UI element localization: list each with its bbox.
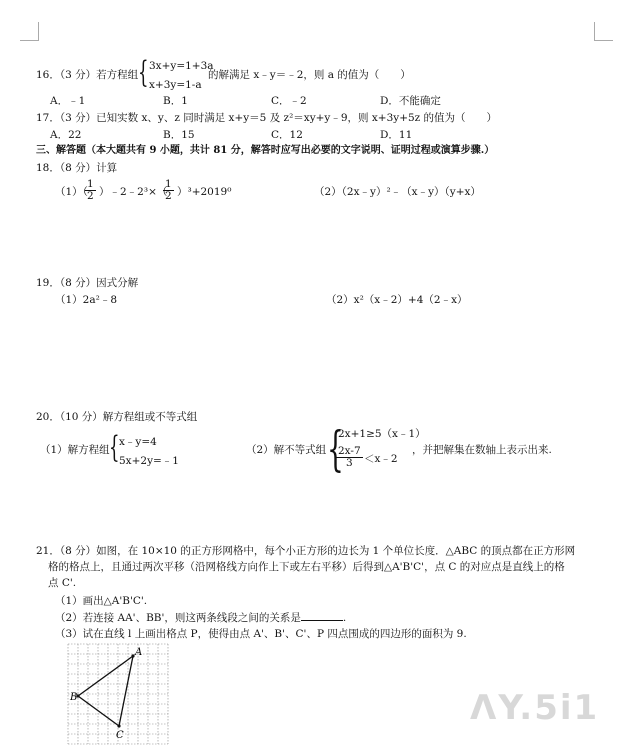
q20-p2-eq1: 2x+1≥5（x﹣1）: [338, 428, 426, 440]
q18-p1-frac1-num: 1: [87, 178, 94, 190]
q18-p2: （2）（2x﹣y）²﹣（x﹣y）（y+x）: [314, 186, 481, 198]
q16-option-c: C．﹣2: [271, 95, 307, 107]
q20-title: 20．（10 分）解方程组或不等式组: [36, 411, 198, 423]
triangle-abc: [78, 656, 133, 726]
q20-p1-label: （1）解方程组: [40, 444, 110, 456]
q21-line1: 21．（8 分）如图，在 10×10 的正方形网格中，每个小正方形的边长为 1 个单位长度．△ABC 的顶点都在正方形网: [36, 545, 576, 557]
q21-answer-blank: [301, 610, 343, 621]
q19-p1: （1）2a²﹣8: [55, 294, 118, 306]
q21-sub1: （1）画出△A'B'C'.: [55, 595, 148, 607]
watermark: ΛY.5i1: [470, 688, 600, 728]
q18-p1-frac2-num: 1: [165, 178, 172, 190]
q16-eq2: x+3y=1-a: [149, 79, 202, 91]
q18-p1-fraction-1: [85, 179, 96, 202]
q18-title: 18．（8 分）计算: [36, 162, 118, 174]
q20-p2-eq2-tail: ＜x﹣2: [364, 453, 398, 465]
label-b: B: [70, 692, 78, 703]
q16-brace: {: [138, 55, 149, 90]
q17-option-b: B．15: [163, 129, 195, 141]
q19-title: 19．（8 分）因式分解: [36, 277, 139, 289]
q20-p1-eq2: 5x+2y=﹣1: [119, 455, 179, 467]
q18-p1-mid: ）﹣2﹣2³×（: [99, 186, 168, 198]
section-3-heading: 三、解答题（本大题共有 9 小题，共计 81 分，解答时应写出必要的文字说明、证明过程或演算步骤.）: [36, 145, 495, 156]
q20-p2-frac-num: 2x-7: [338, 445, 361, 457]
vertex-c: [117, 724, 120, 727]
q18-p1-frac1-den: 2: [87, 190, 94, 202]
q21-line2: 格的格点上，且通过两次平移（沿网格线方向作上下或左右平移）后得到△A'B'C'，点 C 的对应点是直线上的格: [48, 561, 565, 573]
q21-sub2: [55, 610, 346, 625]
crop-mark-top-left: [20, 22, 39, 41]
q21-sub3: （3）试在直线 l 上画出格点 P，使得由点 A'、B'、C'、P 四点围成的四边形的面积为 9.: [55, 628, 467, 640]
q17-option-a: A．22: [50, 129, 82, 141]
q16-option-d: D．不能确定: [380, 95, 441, 107]
q18-p1-end: ）³+2019⁰: [177, 186, 232, 198]
q16-rest: 的解满足 x﹣y＝﹣2，则 a 的值为（ ）: [208, 69, 411, 81]
q16-eq1: 3x+y=1+3a: [149, 60, 214, 72]
q20-p2-after: ，并把解集在数轴上表示出来.: [412, 444, 552, 456]
q21-grid-figure: [66, 642, 176, 747]
q20-p1-brace: {: [109, 430, 120, 465]
label-c: C: [116, 730, 124, 741]
q17-option-d: D．11: [380, 129, 413, 141]
q20-p1-eq1: x﹣y=4: [119, 436, 157, 448]
q20-p2-fraction: [336, 446, 363, 469]
q19-p2: （2）x²（x﹣2）+4（2﹣x）: [326, 294, 468, 306]
q20-p2-label: （2）解不等式组: [246, 444, 327, 456]
crop-mark-top-right: [594, 22, 613, 41]
q21-sub2-end: .: [342, 612, 347, 624]
q17-text: 17．（3 分）已知实数 x、y、z 同时满足 x+y＝5 及 z²＝xy+y﹣9，则 x+3y+5z 的值为（ ）: [36, 112, 498, 124]
q16-option-a: A．﹣1: [50, 95, 86, 107]
q16-stem: 16．（3 分）若方程组: [36, 69, 139, 81]
q21-sub2-text: （2）若连接 AA'、BB'，则这两条线段之间的关系是: [55, 612, 301, 624]
q18-p1-prefix: （1）（: [55, 186, 88, 198]
grid-lines: [68, 644, 168, 744]
q17-option-c: C．12: [271, 129, 303, 141]
q20-p2-brace: {: [327, 421, 344, 477]
q18-p1-frac2-den: 2: [165, 190, 172, 202]
q20-p2-frac-den: 3: [345, 457, 353, 469]
q16-option-b: B．1: [163, 95, 188, 107]
label-a: A: [135, 647, 143, 658]
q21-line3: 点 C'.: [48, 577, 77, 589]
q18-p1-fraction-2: [163, 179, 174, 202]
